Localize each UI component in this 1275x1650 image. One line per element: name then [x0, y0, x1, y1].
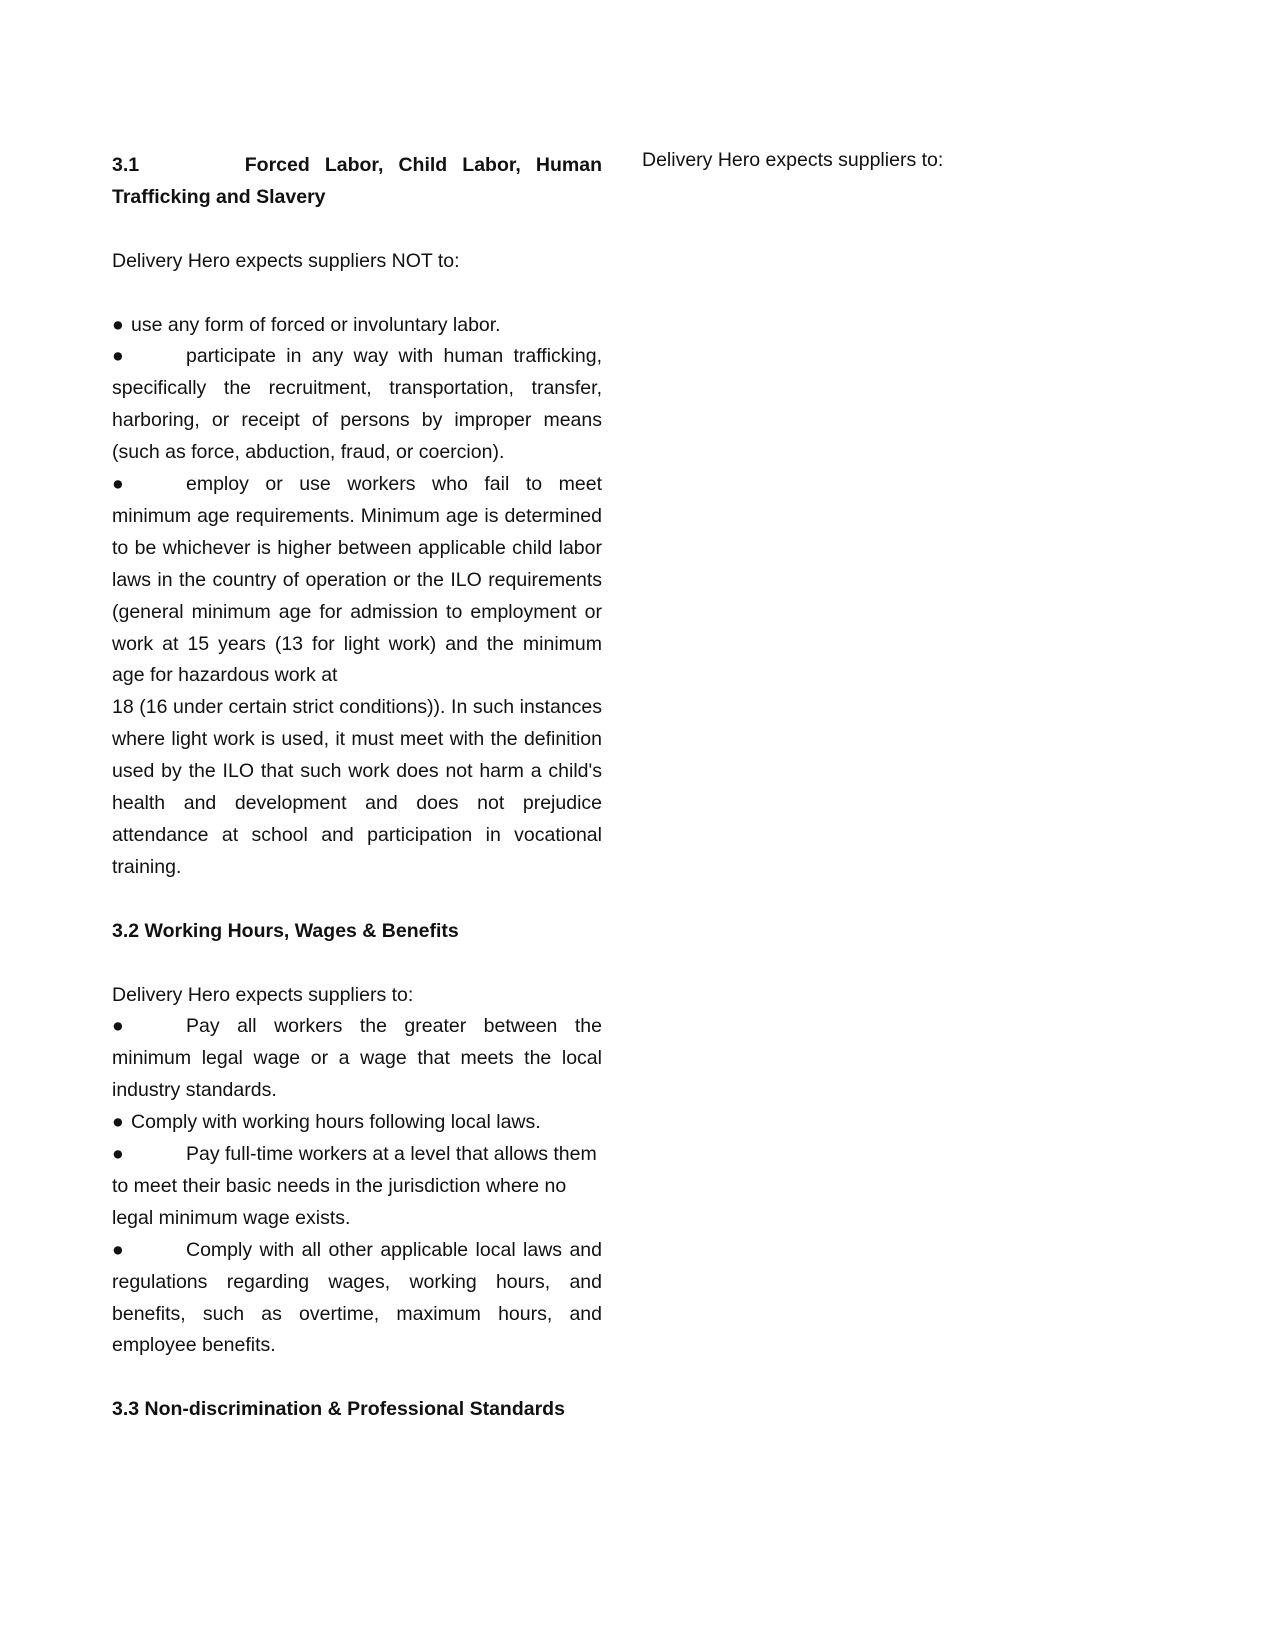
bullet-icon: ●	[112, 1238, 124, 1261]
list-item: ● Comply with all other applicable local laws and regulations regarding wages, working hours, and benefits, such as overtime, maximum hours, and employee benefits.	[112, 1235, 602, 1363]
list-item: ● Pay all workers the greater between the minimum legal wage or a wage that meets the local industry standards.	[112, 1011, 602, 1107]
section-3-2-intro: Delivery Hero expects suppliers to:	[112, 983, 414, 1006]
bullet-icon: ●	[112, 1015, 124, 1038]
list-item-continuation: 18 (16 under certain strict conditions)). In such instances where light work is used, it must meet with the definition used by the ILO that such work does not harm a child's health and development and does not prejudice attendance at school and participation in vocational training.	[112, 696, 602, 878]
section-3-1-heading-line2: Trafficking and Slavery	[112, 185, 326, 208]
left-column	[112, 150, 602, 1426]
bullet-icon: ●	[112, 345, 124, 368]
bullet-icon: ●	[112, 313, 124, 336]
section-3-1-heading-line1: 3.1 Forced Labor, Child Labor, Human	[112, 154, 602, 176]
bullet-icon: ●	[112, 473, 124, 496]
section-3-2-heading: 3.2 Working Hours, Wages & Benefits	[112, 919, 459, 942]
bullet-icon: ●	[112, 1111, 124, 1134]
list-item: ● employ or use workers who fail to meet minimum age requirements. Minimum age is determined to be whichever is higher between applicable child labor laws in the country of operation or the ILO requirements (general minimum age for admission to employment or work at 15 years (13 for light work) and the minimum age for hazardous work at	[112, 469, 602, 692]
section-3-3-heading: 3.3 Non-discrimination & Professional Standards	[112, 1398, 565, 1421]
right-column-intro: Delivery Hero expects suppliers to:	[642, 149, 944, 171]
right-column	[642, 145, 1142, 177]
list-item: ● use any form of forced or involuntary labor.	[112, 310, 602, 342]
section-3-1-intro: Delivery Hero expects suppliers NOT to:	[112, 249, 460, 272]
bullet-icon: ●	[112, 1143, 124, 1166]
list-item: ● Pay full-time workers at a level that allows them to meet their basic needs in the jurisdiction where no legal minimum wage exists.	[112, 1139, 602, 1235]
list-item: ● participate in any way with human trafficking, specifically the recruitment, transportation, transfer, harboring, or receipt of persons by improper means (such as force, abduction, fraud, or coercion).	[112, 341, 602, 469]
list-item: ● Comply with working hours following local laws.	[112, 1107, 602, 1139]
